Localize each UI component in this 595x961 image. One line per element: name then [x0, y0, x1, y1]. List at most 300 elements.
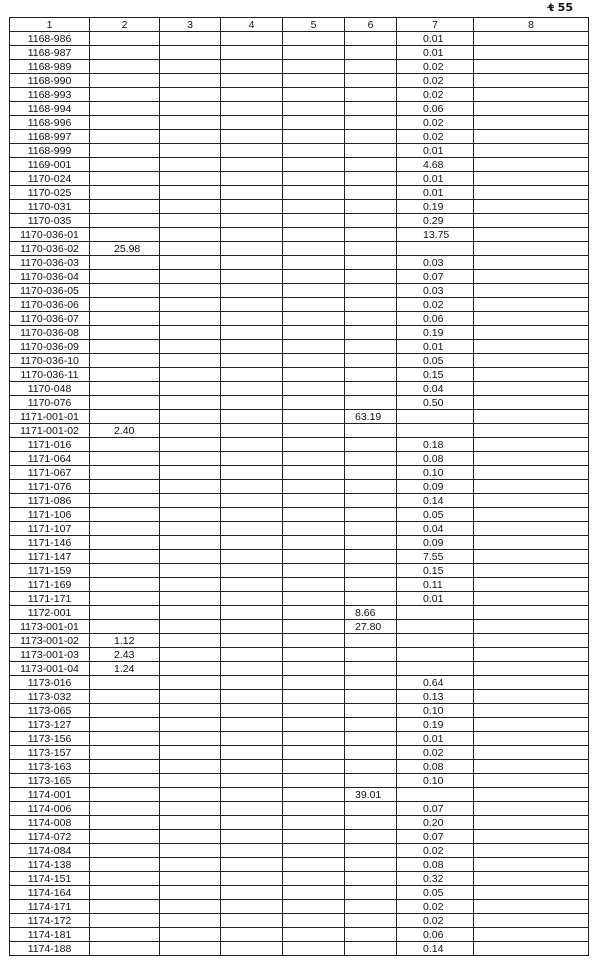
table-row [10, 340, 589, 354]
table-row [10, 718, 589, 732]
table-cell: 1174-164 [10, 886, 90, 900]
table-cell [160, 340, 221, 354]
table-cell [474, 844, 589, 858]
table-cell [90, 732, 160, 746]
table-cell: 0.02 [397, 130, 474, 144]
table-cell [345, 914, 397, 928]
table-cell: 0.11 [397, 578, 474, 592]
table-cell [474, 662, 589, 676]
table-cell: 1170-036-07 [10, 312, 90, 326]
table-cell: 1174-138 [10, 858, 90, 872]
table-cell [90, 928, 160, 942]
table-cell [221, 802, 283, 816]
table-cell [397, 788, 474, 802]
table-cell [474, 186, 589, 200]
table-cell [221, 172, 283, 186]
table-row [10, 466, 589, 480]
table-cell: 0.09 [397, 480, 474, 494]
table-row [10, 158, 589, 172]
table-cell [474, 312, 589, 326]
table-cell: 0.14 [397, 942, 474, 956]
table-row [10, 214, 589, 228]
table-cell [283, 88, 345, 102]
table-cell [345, 690, 397, 704]
table-cell [160, 718, 221, 732]
table-cell: 1170-036-03 [10, 256, 90, 270]
table-row [10, 102, 589, 116]
data-table [9, 17, 589, 956]
table-cell [160, 844, 221, 858]
table-row [10, 186, 589, 200]
table-cell [90, 746, 160, 760]
table-cell [283, 396, 345, 410]
table-cell [221, 508, 283, 522]
table-cell: 1173-001-03 [10, 648, 90, 662]
table-cell [283, 200, 345, 214]
table-cell [160, 886, 221, 900]
table-cell [160, 536, 221, 550]
table-cell [474, 410, 589, 424]
table-cell [221, 186, 283, 200]
table-cell [474, 354, 589, 368]
table-cell [221, 620, 283, 634]
table-cell [160, 620, 221, 634]
table-cell: 0.02 [397, 116, 474, 130]
table-cell [474, 816, 589, 830]
table-cell [283, 676, 345, 690]
table-cell [283, 886, 345, 900]
table-cell [345, 522, 397, 536]
table-row [10, 172, 589, 186]
table-cell [474, 718, 589, 732]
table-cell: 0.01 [397, 172, 474, 186]
table-cell [345, 830, 397, 844]
table-cell [397, 648, 474, 662]
table-cell [283, 746, 345, 760]
table-cell [160, 396, 221, 410]
table-cell: 0.15 [397, 368, 474, 382]
table-cell [160, 326, 221, 340]
table-cell [283, 578, 345, 592]
table-cell [160, 508, 221, 522]
table-cell [221, 270, 283, 284]
table-cell [474, 704, 589, 718]
table-cell [221, 340, 283, 354]
table-cell [345, 480, 397, 494]
table-cell [160, 634, 221, 648]
table-cell [345, 396, 397, 410]
table-cell: 1171-067 [10, 466, 90, 480]
table-cell: 1174-181 [10, 928, 90, 942]
table-cell: 2.40 [90, 424, 160, 438]
table-cell [345, 368, 397, 382]
table-cell [283, 872, 345, 886]
table-cell: 0.15 [397, 564, 474, 578]
table-cell [90, 564, 160, 578]
table-cell [160, 74, 221, 88]
table-cell [160, 676, 221, 690]
table-cell: 0.29 [397, 214, 474, 228]
table-cell [221, 676, 283, 690]
column-header: 3 [160, 18, 221, 32]
table-cell [474, 732, 589, 746]
table-cell [221, 46, 283, 60]
table-cell [160, 32, 221, 46]
table-cell [90, 480, 160, 494]
table-cell [474, 340, 589, 354]
table-cell [345, 704, 397, 718]
table-cell: 1170-035 [10, 214, 90, 228]
table-cell [160, 732, 221, 746]
table-cell: 1170-036-04 [10, 270, 90, 284]
table-cell [221, 480, 283, 494]
table-cell [283, 606, 345, 620]
table-cell [90, 144, 160, 158]
table-cell [474, 522, 589, 536]
table-cell [283, 60, 345, 74]
table-cell [90, 550, 160, 564]
table-cell [283, 634, 345, 648]
table-cell: 1174-171 [10, 900, 90, 914]
table-cell [474, 88, 589, 102]
table-cell [345, 214, 397, 228]
table-cell [221, 88, 283, 102]
table-cell [90, 592, 160, 606]
table-cell [283, 718, 345, 732]
table-cell [283, 788, 345, 802]
table-cell [160, 186, 221, 200]
table-cell [283, 466, 345, 480]
table-row [10, 858, 589, 872]
table-cell: 1171-001-02 [10, 424, 90, 438]
table-cell: 0.05 [397, 886, 474, 900]
table-cell: 1173-065 [10, 704, 90, 718]
table-cell [90, 130, 160, 144]
table-cell [345, 102, 397, 116]
table-cell [221, 592, 283, 606]
table-cell [160, 774, 221, 788]
table-cell [474, 326, 589, 340]
table-cell [160, 256, 221, 270]
table-cell: 0.19 [397, 326, 474, 340]
table-cell [160, 872, 221, 886]
table-cell [90, 438, 160, 452]
table-cell [283, 228, 345, 242]
table-cell [283, 144, 345, 158]
table-cell [221, 522, 283, 536]
table-cell [283, 102, 345, 116]
table-cell [474, 578, 589, 592]
table-cell [160, 424, 221, 438]
table-cell [221, 550, 283, 564]
table-row [10, 298, 589, 312]
table-cell [221, 116, 283, 130]
table-row [10, 830, 589, 844]
table-cell [160, 648, 221, 662]
table-cell [221, 760, 283, 774]
table-cell [90, 690, 160, 704]
table-cell [283, 270, 345, 284]
table-cell: 0.07 [397, 830, 474, 844]
table-cell [221, 606, 283, 620]
table-row [10, 452, 589, 466]
table-cell: 0.18 [397, 438, 474, 452]
table-cell: 1169-001 [10, 158, 90, 172]
table-cell: 1171-146 [10, 536, 90, 550]
table-cell [160, 914, 221, 928]
table-cell: 1168-989 [10, 60, 90, 74]
table-cell [221, 200, 283, 214]
table-cell [283, 452, 345, 466]
column-header: 2 [90, 18, 160, 32]
table-cell [283, 116, 345, 130]
table-cell [474, 802, 589, 816]
table-cell [345, 88, 397, 102]
table-cell [221, 536, 283, 550]
table-cell [221, 144, 283, 158]
table-cell: 1170-036-11 [10, 368, 90, 382]
table-cell [160, 452, 221, 466]
table-cell [345, 172, 397, 186]
table-cell [160, 214, 221, 228]
table-row [10, 872, 589, 886]
table-cell: 0.10 [397, 704, 474, 718]
table-cell [474, 46, 589, 60]
table-cell [474, 676, 589, 690]
table-cell [90, 116, 160, 130]
table-cell: 0.06 [397, 102, 474, 116]
table-cell [90, 60, 160, 74]
table-cell: 1168-999 [10, 144, 90, 158]
table-cell [221, 648, 283, 662]
table-cell [90, 942, 160, 956]
table-row [10, 578, 589, 592]
table-cell [221, 368, 283, 382]
table-cell [221, 774, 283, 788]
table-cell: 0.06 [397, 312, 474, 326]
table-cell [345, 466, 397, 480]
table-cell [90, 578, 160, 592]
table-cell [90, 186, 160, 200]
table-cell: 0.03 [397, 256, 474, 270]
table-cell [345, 564, 397, 578]
table-cell [90, 802, 160, 816]
table-cell: 0.01 [397, 592, 474, 606]
column-header: 4 [221, 18, 283, 32]
table-cell [474, 466, 589, 480]
table-cell [221, 130, 283, 144]
table-cell [90, 410, 160, 424]
table-cell [221, 312, 283, 326]
table-cell [283, 46, 345, 60]
table-cell [160, 354, 221, 368]
table-cell [160, 746, 221, 760]
table-row [10, 438, 589, 452]
table-cell [345, 844, 397, 858]
table-cell: 1174-008 [10, 816, 90, 830]
table-cell [221, 872, 283, 886]
table-row [10, 760, 589, 774]
table-cell [90, 858, 160, 872]
table-cell: 1171-086 [10, 494, 90, 508]
table-cell [474, 158, 589, 172]
table-cell: 1168-994 [10, 102, 90, 116]
table-cell [221, 858, 283, 872]
column-header: 6 [345, 18, 397, 32]
table-cell [221, 844, 283, 858]
table-cell [397, 620, 474, 634]
table-cell: 0.02 [397, 298, 474, 312]
table-cell [474, 690, 589, 704]
table-cell [474, 60, 589, 74]
table-cell [474, 788, 589, 802]
table-cell: 0.05 [397, 354, 474, 368]
table-cell [221, 228, 283, 242]
table-cell [160, 382, 221, 396]
table-cell [221, 732, 283, 746]
table-cell [160, 816, 221, 830]
table-cell: 0.19 [397, 718, 474, 732]
table-cell [474, 130, 589, 144]
table-cell [345, 760, 397, 774]
table-cell [160, 564, 221, 578]
table-cell: 0.08 [397, 760, 474, 774]
table-cell: 1.12 [90, 634, 160, 648]
table-cell [90, 298, 160, 312]
table-cell [221, 242, 283, 256]
table-cell [345, 200, 397, 214]
table-cell [90, 228, 160, 242]
table-cell [160, 284, 221, 298]
table-cell [345, 676, 397, 690]
table-cell [221, 354, 283, 368]
table-row [10, 732, 589, 746]
table-cell: 1171-001-01 [10, 410, 90, 424]
table-cell [474, 494, 589, 508]
table-cell [221, 746, 283, 760]
table-cell [160, 760, 221, 774]
table-cell [345, 858, 397, 872]
table-cell: 0.09 [397, 536, 474, 550]
table-cell [283, 774, 345, 788]
table-cell [221, 102, 283, 116]
table-cell [474, 830, 589, 844]
table-cell: 1174-084 [10, 844, 90, 858]
table-cell: 27.80 [345, 620, 397, 634]
table-cell [345, 32, 397, 46]
table-cell [345, 718, 397, 732]
table-cell [221, 284, 283, 298]
table-cell: 1171-159 [10, 564, 90, 578]
table-cell [160, 494, 221, 508]
table-cell [90, 620, 160, 634]
table-cell: 0.01 [397, 46, 474, 60]
table-cell: 1168-993 [10, 88, 90, 102]
table-cell [397, 410, 474, 424]
table-cell [160, 662, 221, 676]
table-cell [283, 662, 345, 676]
table-cell [283, 480, 345, 494]
table-cell [474, 144, 589, 158]
table-cell: 0.08 [397, 858, 474, 872]
table-cell [474, 914, 589, 928]
table-cell [221, 788, 283, 802]
table-cell [474, 942, 589, 956]
table-cell [221, 718, 283, 732]
table-cell [160, 88, 221, 102]
table-cell: 1173-127 [10, 718, 90, 732]
table-cell: 1174-001 [10, 788, 90, 802]
table-cell: 1174-006 [10, 802, 90, 816]
table-cell: 0.04 [397, 382, 474, 396]
table-cell [474, 438, 589, 452]
table-row [10, 144, 589, 158]
table-cell [283, 424, 345, 438]
table-cell [283, 368, 345, 382]
table-cell: 0.64 [397, 676, 474, 690]
table-cell [160, 858, 221, 872]
table-cell [345, 424, 397, 438]
table-cell [345, 592, 397, 606]
table-cell [221, 424, 283, 438]
table-cell [474, 74, 589, 88]
table-row [10, 620, 589, 634]
table-cell: 0.14 [397, 494, 474, 508]
table-row [10, 88, 589, 102]
table-cell: 0.02 [397, 746, 474, 760]
table-row [10, 116, 589, 130]
table-cell [474, 452, 589, 466]
table-cell [283, 186, 345, 200]
table-cell [90, 270, 160, 284]
table-cell [283, 550, 345, 564]
table-cell [221, 298, 283, 312]
table-cell: 1172-001 [10, 606, 90, 620]
table-cell [160, 144, 221, 158]
table-cell: 1171-016 [10, 438, 90, 452]
table-cell [90, 508, 160, 522]
table-cell [90, 214, 160, 228]
table-cell [283, 438, 345, 452]
table-row [10, 74, 589, 88]
table-cell [90, 368, 160, 382]
table-cell [90, 788, 160, 802]
table-cell: 7.55 [397, 550, 474, 564]
table-cell [221, 452, 283, 466]
table-cell [160, 228, 221, 242]
table-cell [283, 312, 345, 326]
table-cell [160, 438, 221, 452]
table-cell [283, 298, 345, 312]
table-row [10, 648, 589, 662]
table-cell: 1171-106 [10, 508, 90, 522]
table-cell: 1173-001-01 [10, 620, 90, 634]
table-cell [397, 242, 474, 256]
table-row [10, 550, 589, 564]
table-cell [345, 228, 397, 242]
table-cell [90, 354, 160, 368]
table-cell: 1173-163 [10, 760, 90, 774]
table-row [10, 368, 589, 382]
table-cell [283, 158, 345, 172]
table-cell [221, 662, 283, 676]
table-cell: 0.13 [397, 690, 474, 704]
table-row [10, 396, 589, 410]
table-cell: 0.02 [397, 914, 474, 928]
table-cell [345, 46, 397, 60]
table-cell: 0.01 [397, 186, 474, 200]
table-cell [90, 46, 160, 60]
